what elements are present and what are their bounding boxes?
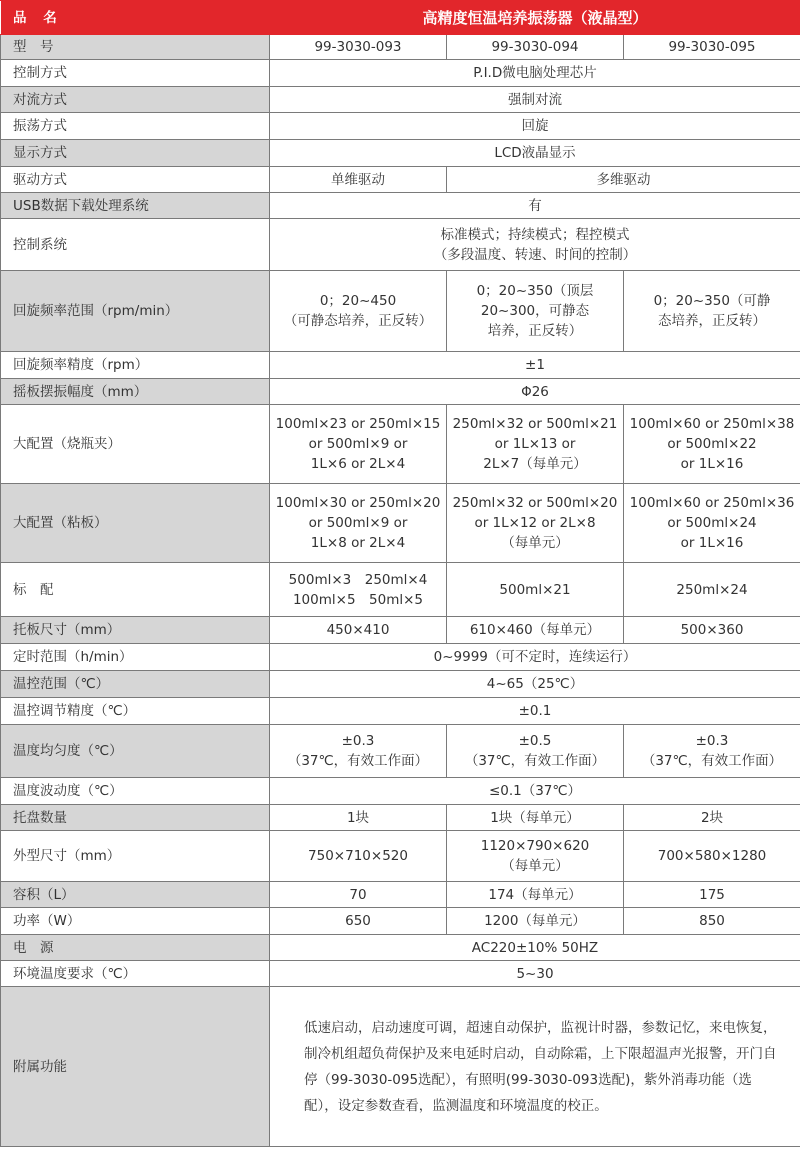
spec-value: 100ml×60 or 250ml×36 or 500ml×24 or 1L×16 — [624, 484, 800, 563]
spec-row — [1, 908, 800, 935]
spec-label: 托盘数量 — [1, 805, 270, 831]
spec-row — [1, 935, 800, 961]
spec-value: 850 — [624, 908, 800, 935]
product-name: 高精度恒温培养振荡器（液晶型） — [270, 1, 800, 35]
spec-label: 电 源 — [1, 935, 270, 961]
spec-value: 1120×790×620 （每单元） — [447, 831, 624, 882]
spec-value: 100ml×23 or 250ml×15 or 500ml×9 or 1L×6 or 2L×4 — [270, 405, 447, 484]
spec-value: 有 — [270, 193, 800, 219]
spec-value: 250ml×32 or 500ml×21 or 1L×13 or 2L×7（每单元） — [447, 405, 624, 484]
header-row — [1, 1, 800, 35]
spec-value: 2块 — [624, 805, 800, 831]
spec-label: 托板尺寸（mm） — [1, 617, 270, 644]
spec-row — [1, 352, 800, 379]
spec-value: 低速启动，启动速度可调，超速自动保护，监视计时器，参数记忆，来电恢复，制冷机组超负荷保护及来电延时启动，自动除霜，上下限超温声光报警，开门自停（99-3030-095选配），有照明(99-3030-093选配)，紫外消毒功能（选配），设定参数查看，监测温度和环境温度的校正。 — [270, 987, 800, 1147]
spec-value: ±0.5 （37℃，有效工作面） — [447, 725, 624, 778]
spec-row — [1, 113, 800, 140]
spec-value: 500×360 — [624, 617, 800, 644]
spec-label: 驱动方式 — [1, 167, 270, 193]
spec-row — [1, 167, 800, 193]
spec-label: 定时范围（h/min） — [1, 644, 270, 671]
spec-value: 强制对流 — [270, 87, 800, 113]
spec-row — [1, 60, 800, 87]
spec-label: 容积（L） — [1, 882, 270, 908]
spec-value: 多维驱动 — [447, 167, 800, 193]
spec-value: 回旋 — [270, 113, 800, 140]
spec-value: 99-3030-095 — [624, 35, 800, 60]
spec-value: 5~30 — [270, 961, 800, 987]
spec-value: 175 — [624, 882, 800, 908]
spec-value: ±0.3 （37℃，有效工作面） — [624, 725, 800, 778]
spec-value: 1块 — [270, 805, 447, 831]
spec-row — [1, 725, 800, 778]
spec-row — [1, 644, 800, 671]
spec-value: 100ml×60 or 250ml×38 or 500ml×22 or 1L×16 — [624, 405, 800, 484]
spec-row — [1, 35, 800, 60]
spec-label: 温控调节精度（℃） — [1, 698, 270, 725]
spec-value: 0；20~350（顶层 20~300，可静态 培养，正反转） — [447, 271, 624, 352]
spec-value: 174（每单元） — [447, 882, 624, 908]
spec-value: 4~65（25℃） — [270, 671, 800, 698]
spec-label: 温度均匀度（℃） — [1, 725, 270, 778]
spec-value: 0~9999（可不定时，连续运行） — [270, 644, 800, 671]
spec-value: 610×460（每单元） — [447, 617, 624, 644]
spec-value: 1块（每单元） — [447, 805, 624, 831]
spec-label: 功率（W） — [1, 908, 270, 935]
spec-value: 1200（每单元） — [447, 908, 624, 935]
spec-row — [1, 961, 800, 987]
spec-row — [1, 193, 800, 219]
spec-row — [1, 671, 800, 698]
spec-row — [1, 563, 800, 617]
spec-value: 0；20~350（可静 态培养，正反转） — [624, 271, 800, 352]
spec-row — [1, 805, 800, 831]
spec-value: 99-3030-094 — [447, 35, 624, 60]
spec-value: ±0.1 — [270, 698, 800, 725]
spec-value: 500ml×3 250ml×4 100ml×5 50ml×5 — [270, 563, 447, 617]
spec-value: 250ml×32 or 500ml×20 or 1L×12 or 2L×8 （每单元） — [447, 484, 624, 563]
spec-value: AC220±10% 50HZ — [270, 935, 800, 961]
spec-value: 700×580×1280 — [624, 831, 800, 882]
spec-label: 标 配 — [1, 563, 270, 617]
spec-label: 回旋频率范围（rpm/min） — [1, 271, 270, 352]
spec-value: LCD液晶显示 — [270, 140, 800, 167]
spec-value: Φ26 — [270, 379, 800, 405]
spec-row — [1, 405, 800, 484]
spec-value: 250ml×24 — [624, 563, 800, 617]
spec-value: 650 — [270, 908, 447, 935]
spec-value: 750×710×520 — [270, 831, 447, 882]
spec-row — [1, 831, 800, 882]
spec-label: 摇板摆振幅度（mm） — [1, 379, 270, 405]
spec-value: 100ml×30 or 250ml×20 or 500ml×9 or 1L×8 or 2L×4 — [270, 484, 447, 563]
spec-label: 振荡方式 — [1, 113, 270, 140]
spec-value: ±1 — [270, 352, 800, 379]
spec-row — [1, 698, 800, 725]
spec-row — [1, 484, 800, 563]
spec-value: 99-3030-093 — [270, 35, 447, 60]
spec-value: 标准模式；持续模式；程控模式 （多段温度、转速、时间的控制） — [270, 219, 800, 271]
spec-label: 对流方式 — [1, 87, 270, 113]
spec-row — [1, 882, 800, 908]
spec-value: P.I.D微电脑处理芯片 — [270, 60, 800, 87]
spec-row — [1, 219, 800, 271]
spec-row — [1, 379, 800, 405]
spec-value: 0；20~450 （可静态培养，正反转） — [270, 271, 447, 352]
spec-label: 外型尺寸（mm） — [1, 831, 270, 882]
spec-value: ≤0.1（37℃） — [270, 778, 800, 805]
spec-value: 450×410 — [270, 617, 447, 644]
spec-row — [1, 271, 800, 352]
header-label: 品 名 — [1, 1, 270, 35]
spec-label: 控制系统 — [1, 219, 270, 271]
spec-row — [1, 87, 800, 113]
spec-row — [1, 140, 800, 167]
spec-row — [1, 617, 800, 644]
spec-value: 单维驱动 — [270, 167, 447, 193]
spec-label: 温度波动度（℃） — [1, 778, 270, 805]
spec-label: 控制方式 — [1, 60, 270, 87]
spec-value: 70 — [270, 882, 447, 908]
spec-label: 环境温度要求（℃） — [1, 961, 270, 987]
spec-label: 型 号 — [1, 35, 270, 60]
spec-row — [1, 987, 800, 1147]
spec-label: 回旋频率精度（rpm） — [1, 352, 270, 379]
spec-label: 显示方式 — [1, 140, 270, 167]
spec-value: 500ml×21 — [447, 563, 624, 617]
spec-label: 大配置（烧瓶夹） — [1, 405, 270, 484]
spec-label: USB数据下载处理系统 — [1, 193, 270, 219]
spec-label: 温控范围（℃） — [1, 671, 270, 698]
spec-label: 附属功能 — [1, 987, 270, 1147]
spec-row — [1, 778, 800, 805]
spec-value: ±0.3 （37℃，有效工作面） — [270, 725, 447, 778]
spec-label: 大配置（粘板） — [1, 484, 270, 563]
